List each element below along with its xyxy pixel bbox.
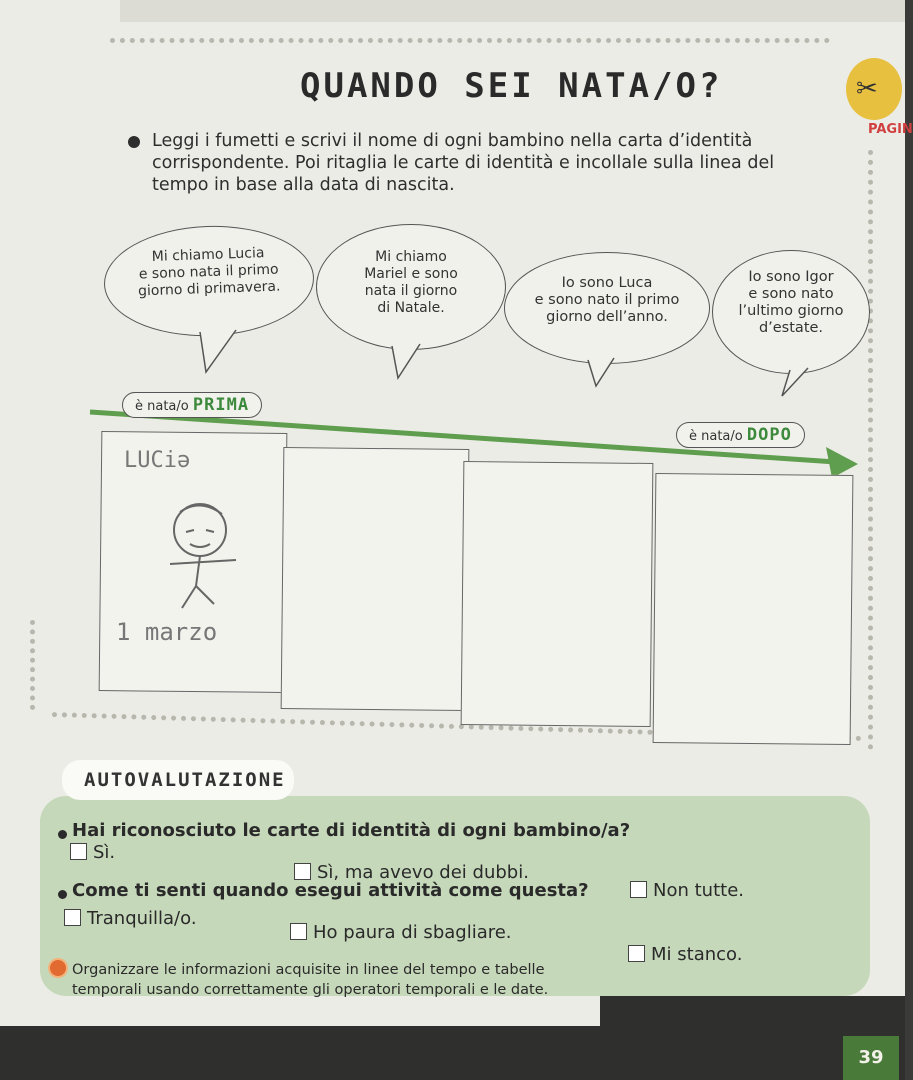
bubble-luca: Io sono Luca e sono nato il primo giorno dell’anno. — [504, 252, 710, 364]
identity-card-4 — [653, 473, 854, 745]
stick-figure-drawing — [150, 490, 260, 610]
identity-card-2 — [281, 447, 470, 711]
option-tranquilla[interactable]: Tranquilla/o. — [64, 908, 197, 929]
self-assessment-title: AUTOVALUTAZIONE — [62, 760, 294, 800]
checkbox[interactable] — [630, 881, 647, 898]
identity-card-3 — [461, 461, 654, 727]
bubble-mariel: Mi chiamo Mariel e sono nata il giorno di Natale. — [316, 224, 506, 350]
page-bottom-margin — [0, 996, 600, 1026]
label-dopo: è nata/o DOPO — [676, 422, 805, 448]
question-bullet-2 — [58, 890, 67, 899]
checkbox[interactable] — [290, 923, 307, 940]
bubble-igor: Io sono Igor e sono nato l’ultimo giorno d’estate. — [712, 250, 870, 374]
label-prima: è nata/o PRIMA — [122, 392, 262, 418]
question-bullet-1 — [58, 830, 67, 839]
page-number: 39 — [843, 1036, 899, 1080]
option-mi-stanco[interactable]: Mi stanco. — [628, 944, 742, 965]
option-paura[interactable]: Ho paura di sbagliare. — [290, 922, 512, 943]
option-si-dubbi[interactable]: Sì, ma avevo dei dubbi. — [294, 862, 529, 883]
pagina-label: PAGIN — [868, 122, 913, 137]
checkbox[interactable] — [70, 843, 87, 860]
target-icon — [48, 958, 68, 978]
question-1: Hai riconosciuto le carte di identità di ogni bambino/a? — [72, 820, 631, 841]
handwritten-name: LUCiə — [124, 448, 191, 473]
page-title: QUANDO SEI NATA/O? — [300, 66, 723, 106]
scissors-icon: ✂ — [856, 74, 878, 104]
learning-objective: Organizzare le informazioni acquisite in linee del tempo e tabelle temporali usando correttamente gli operatori temporali e le date. — [72, 962, 549, 998]
option-si[interactable]: Sì. — [70, 842, 115, 863]
instruction-text: Leggi i fumetti e scrivi il nome di ogni bambino nella carta d’identità corrispondente. Poi ritaglia le carte di identità e incollale sulla linea del tempo in base alla data di nascita. — [152, 131, 775, 195]
checkbox[interactable] — [628, 945, 645, 962]
checkbox[interactable] — [294, 863, 311, 880]
handwritten-date: 1 marzo — [116, 618, 218, 646]
cut-line-left — [30, 620, 35, 710]
checkbox[interactable] — [64, 909, 81, 926]
bubble-lucia: Mi chiamo Lucia e sono nata il primo giorno di primavera. — [102, 222, 316, 339]
option-non-tutte[interactable]: Non tutte. — [630, 880, 744, 901]
question-2: Come ti senti quando esegui attività come questa? — [72, 880, 589, 901]
